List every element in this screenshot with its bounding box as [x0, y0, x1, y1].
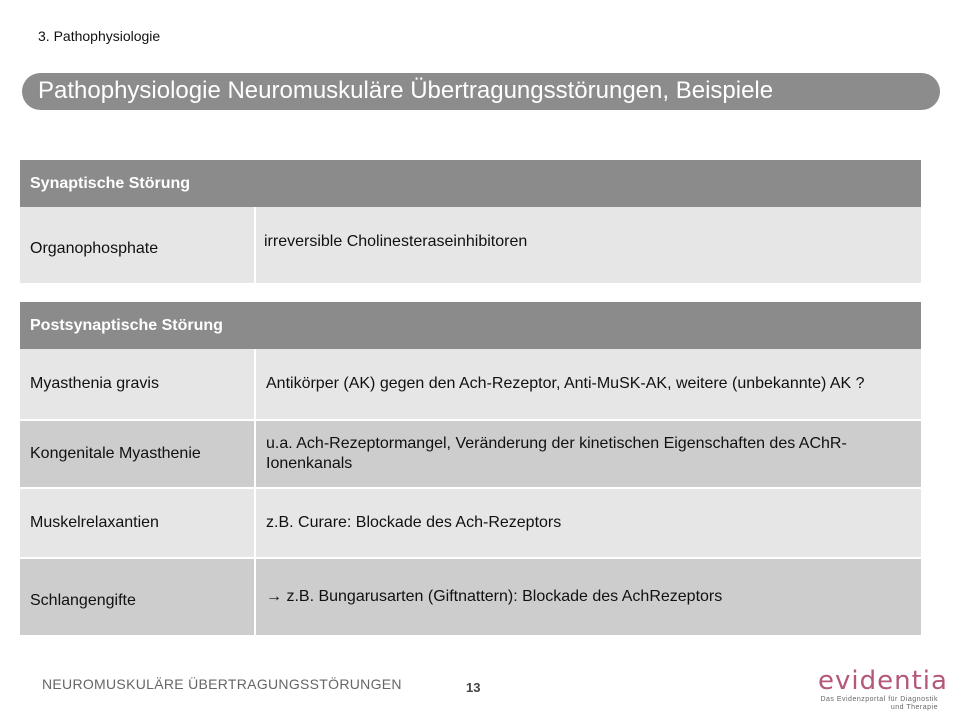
- row-description: [255, 558, 921, 635]
- row-description: irreversible Cholinesteraseinhibitoren: [255, 207, 921, 283]
- row-name: Organophosphate: [20, 207, 255, 283]
- table-heading: Postsynaptische Störung: [20, 302, 921, 349]
- table-heading: Synaptische Störung: [20, 160, 921, 207]
- table-row: [20, 207, 921, 283]
- table-row: [20, 488, 921, 558]
- arrow-right-icon: →: [266, 588, 282, 605]
- section-label: 3. Pathophysiologie: [38, 28, 161, 44]
- row-description-text: z.B. Bungarusarten (Giftnattern): Blockade des AchRezeptors: [286, 588, 723, 605]
- row-description: u.a. Ach-Rezeptormangel, Veränderung der kinetischen Eigenschaften des AChR-Ionenkanals: [255, 420, 921, 488]
- synaptic-disorder-table: [20, 160, 921, 283]
- page-title: Pathophysiologie Neuromuskuläre Übertragungsstörungen, Beispiele: [38, 77, 774, 104]
- logo-tagline-line-1: Das Evidenzportal für Diagnostik: [820, 696, 938, 703]
- row-name: Kongenitale Myasthenie: [20, 420, 255, 488]
- logo-wordmark: evidentia: [818, 666, 948, 696]
- postsynaptic-disorder-table: [20, 302, 921, 635]
- row-description: Antikörper (AK) gegen den Ach-Rezeptor, Anti-MuSK-AK, weitere (unbekannte) AK ?: [255, 349, 921, 420]
- table-row: [20, 420, 921, 488]
- table-row: [20, 558, 921, 635]
- evidentia-logo: [818, 666, 948, 712]
- logo-tagline-line-2: und Therapie: [890, 704, 938, 712]
- row-name: Myasthenia gravis: [20, 349, 255, 420]
- row-description: z.B. Curare: Blockade des Ach-Rezeptors: [255, 488, 921, 558]
- logo-tagline: [818, 696, 938, 712]
- footer-topic: NEUROMUSKULÄRE ÜBERTRAGUNGSSTÖRUNGEN: [42, 676, 402, 692]
- row-name: Muskelrelaxantien: [20, 488, 255, 558]
- table-header-row: [20, 302, 921, 349]
- table-header-row: [20, 160, 921, 207]
- page-number: 13: [466, 680, 481, 695]
- table-row: [20, 349, 921, 420]
- row-name: Schlangengifte: [20, 558, 255, 635]
